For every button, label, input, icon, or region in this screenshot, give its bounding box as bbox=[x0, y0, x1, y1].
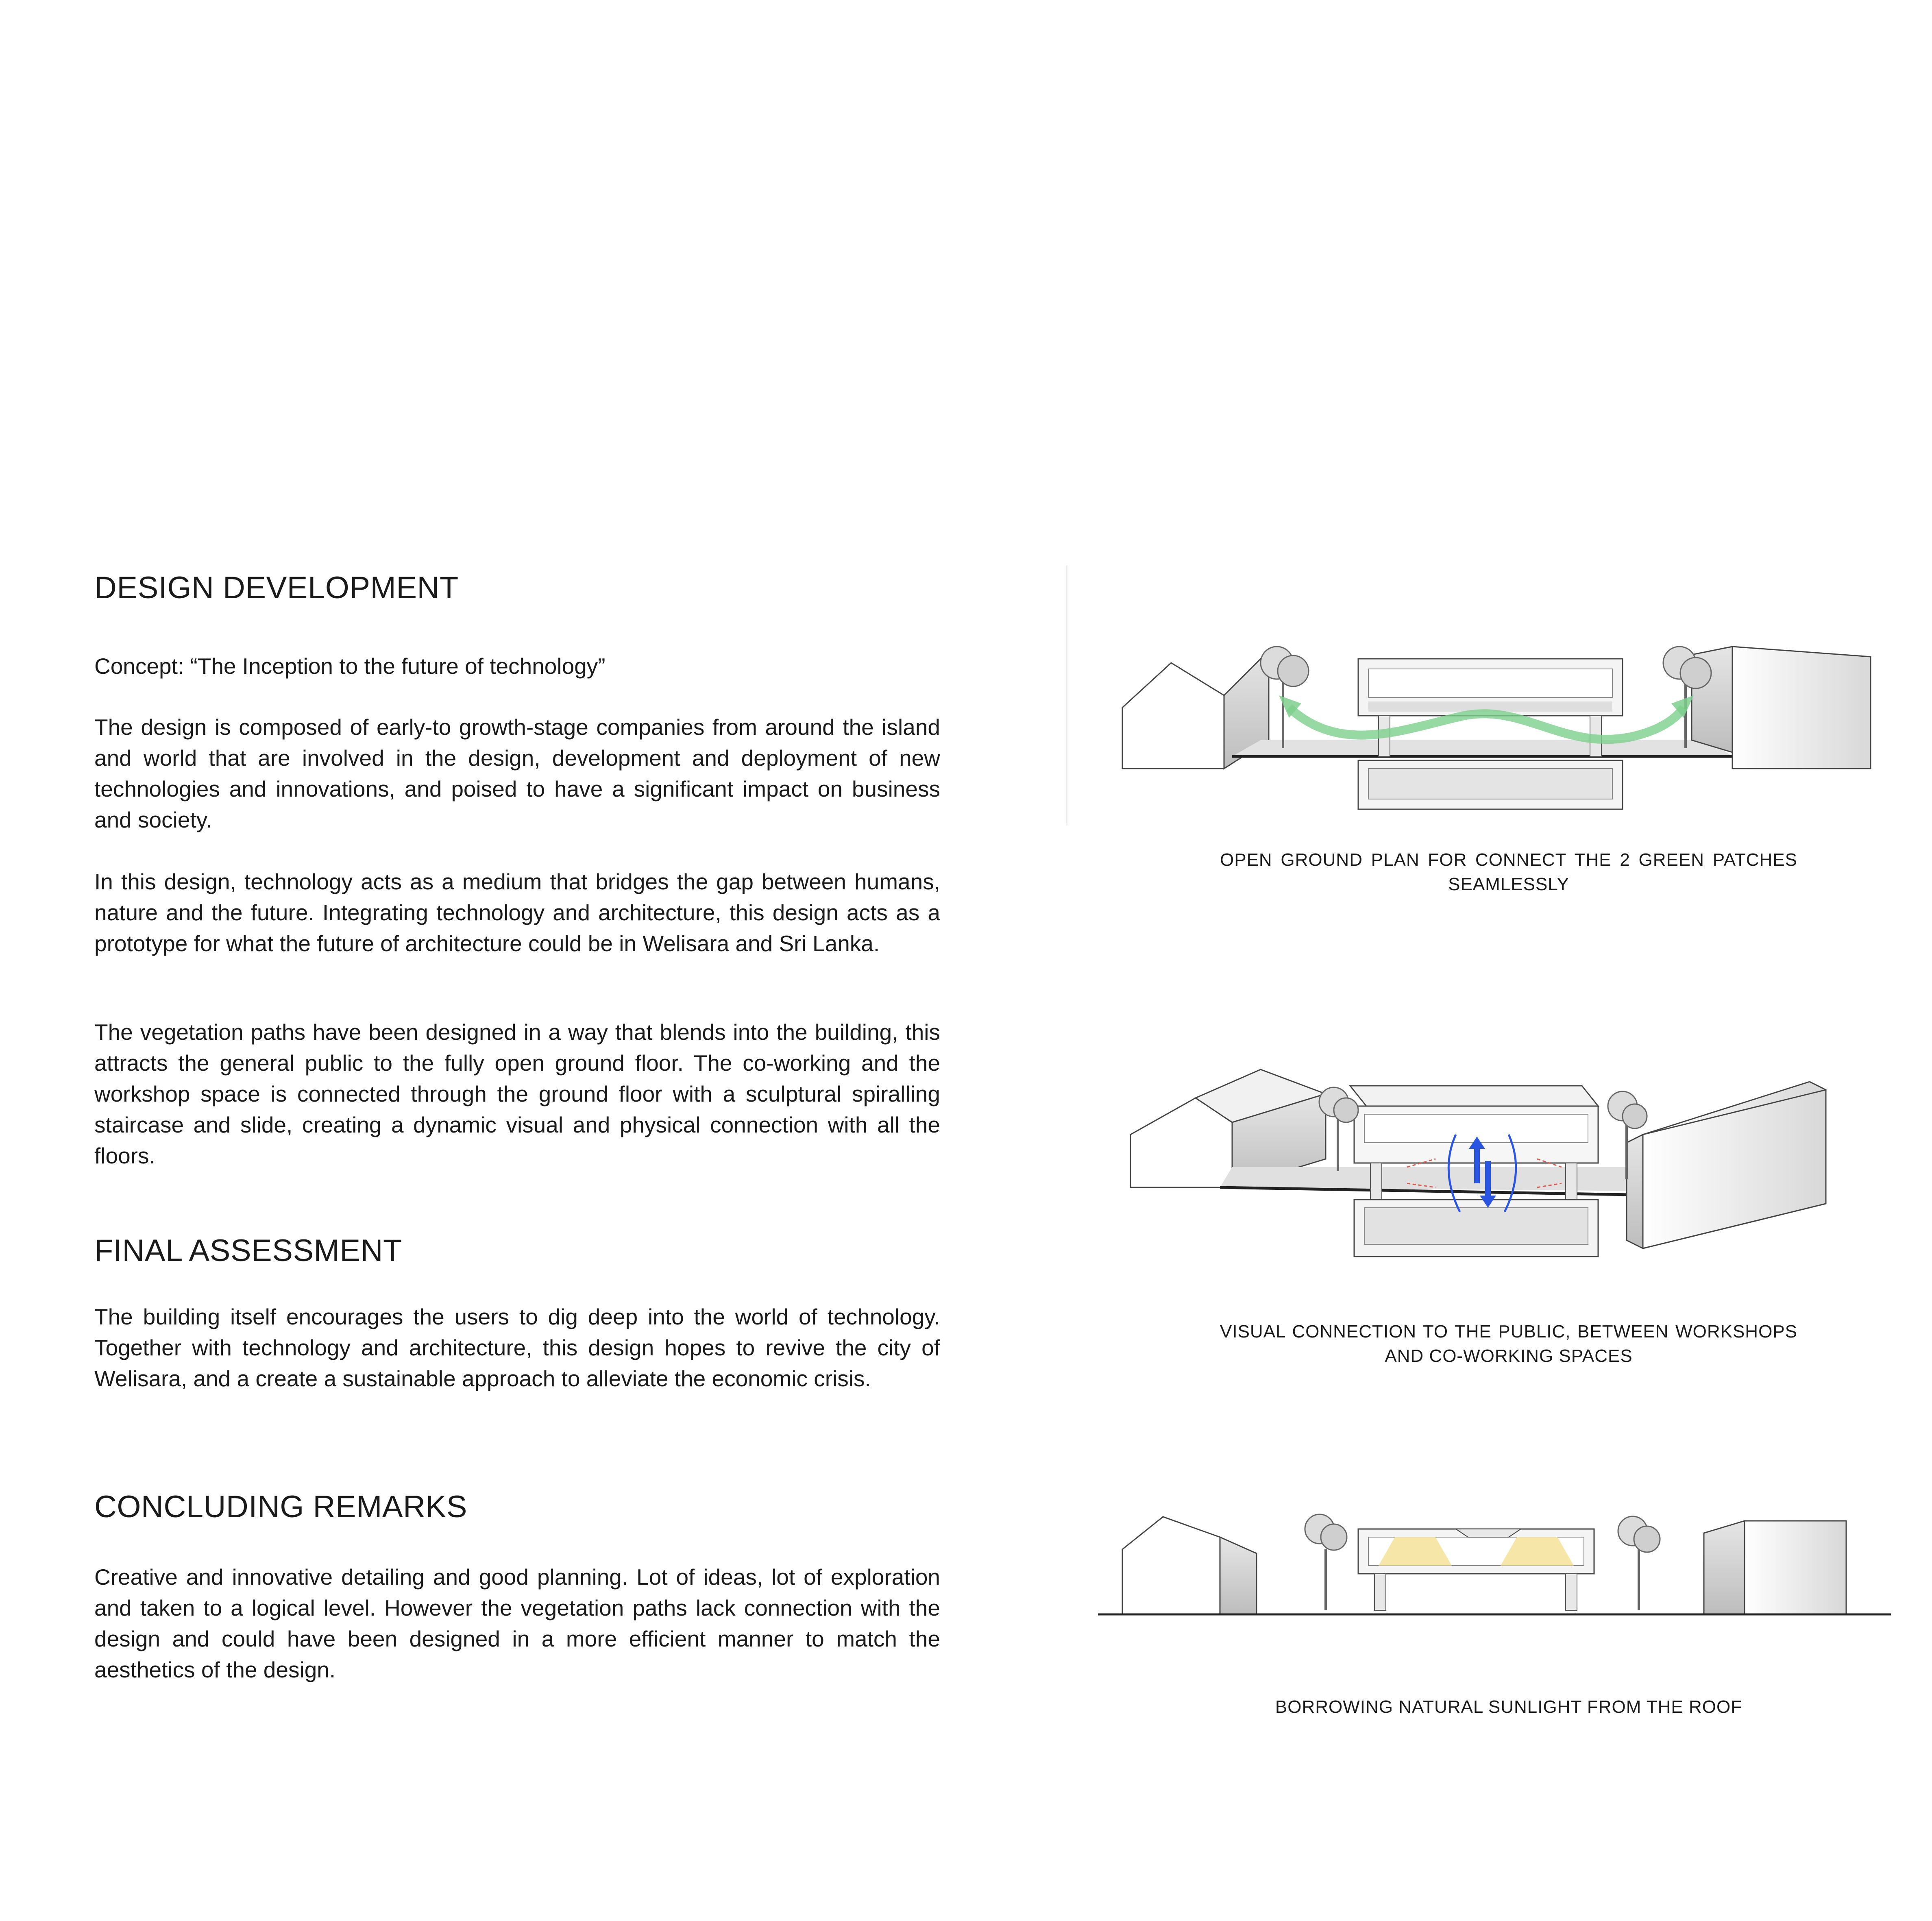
final-assessment-heading: FINAL ASSESSMENT bbox=[94, 1233, 402, 1268]
design-paragraph-3: The vegetation paths have been designed in a way that blends into the building, this attracts the general public to the fully open ground floor. The co-working and the workshop space is connected through the ground floor with a sculptural spiralling staircase and slide, creating a dynamic visual and physical connection with all the floors. bbox=[94, 1019, 940, 1168]
diagram-2-caption: VISUAL CONNECTION TO THE PUBLIC, BETWEEN WORKSHOPS AND CO-WORKING SPACES bbox=[1220, 1322, 1797, 1366]
column-divider bbox=[1066, 565, 1067, 825]
tree-right-icon bbox=[1618, 1516, 1660, 1610]
design-paragraph-1: The design is composed of early-to growth-stage companies from around the island and world that are involved in the design, development and deployment of new technologies and innovations, and poised to have a significant impact on business and society. bbox=[94, 714, 940, 832]
diagram-sunlight-roof bbox=[1098, 1505, 1903, 1635]
ground-slab bbox=[1232, 740, 1732, 756]
concluding-remarks-text: Creative and innovative detailing and good planning. Lot of ideas, lot of exploration and taken to a logical level. However the vegetation paths lack connection with the design and could have been designed in a more efficient manner to match the aesthetics of the design. bbox=[94, 1564, 940, 1682]
right-block bbox=[1704, 1521, 1846, 1614]
concept-line: Concept: “The Inception to the future of technology” bbox=[94, 653, 606, 679]
diagram-3-caption: BORROWING NATURAL SUNLIGHT FROM THE ROOF bbox=[1275, 1697, 1743, 1717]
concluding-remarks-heading: CONCLUDING REMARKS bbox=[94, 1490, 467, 1524]
green-path-arrow bbox=[1289, 708, 1684, 739]
diagram-open-ground-plan bbox=[1098, 634, 1903, 821]
diagram-visual-connection bbox=[1098, 1065, 1903, 1277]
right-block bbox=[1627, 1082, 1826, 1248]
final-assessment-text: The building itself encourages the users to dig deep into the world of technology. Together with technology and architecture, this design hopes to revive the city of Welisara, and a create a sustainable approach to alleviate the economic crisis. bbox=[94, 1304, 940, 1391]
design-development-heading: DESIGN DEVELOPMENT bbox=[94, 571, 459, 605]
tree-left-icon bbox=[1305, 1514, 1347, 1610]
left-house bbox=[1122, 1517, 1257, 1614]
building bbox=[1358, 1529, 1594, 1610]
diagram-1-caption: OPEN GROUND PLAN FOR CONNECT THE 2 GREEN PATCHES SEAMLESSLY bbox=[1220, 850, 1797, 894]
design-paragraph-2: In this design, technology acts as a medium that bridges the gap between humans, nature and the future. Integrating technology and architecture, this design acts as a prototype for what the future of architecture could be in Welisara and Sri Lanka. bbox=[94, 869, 940, 956]
